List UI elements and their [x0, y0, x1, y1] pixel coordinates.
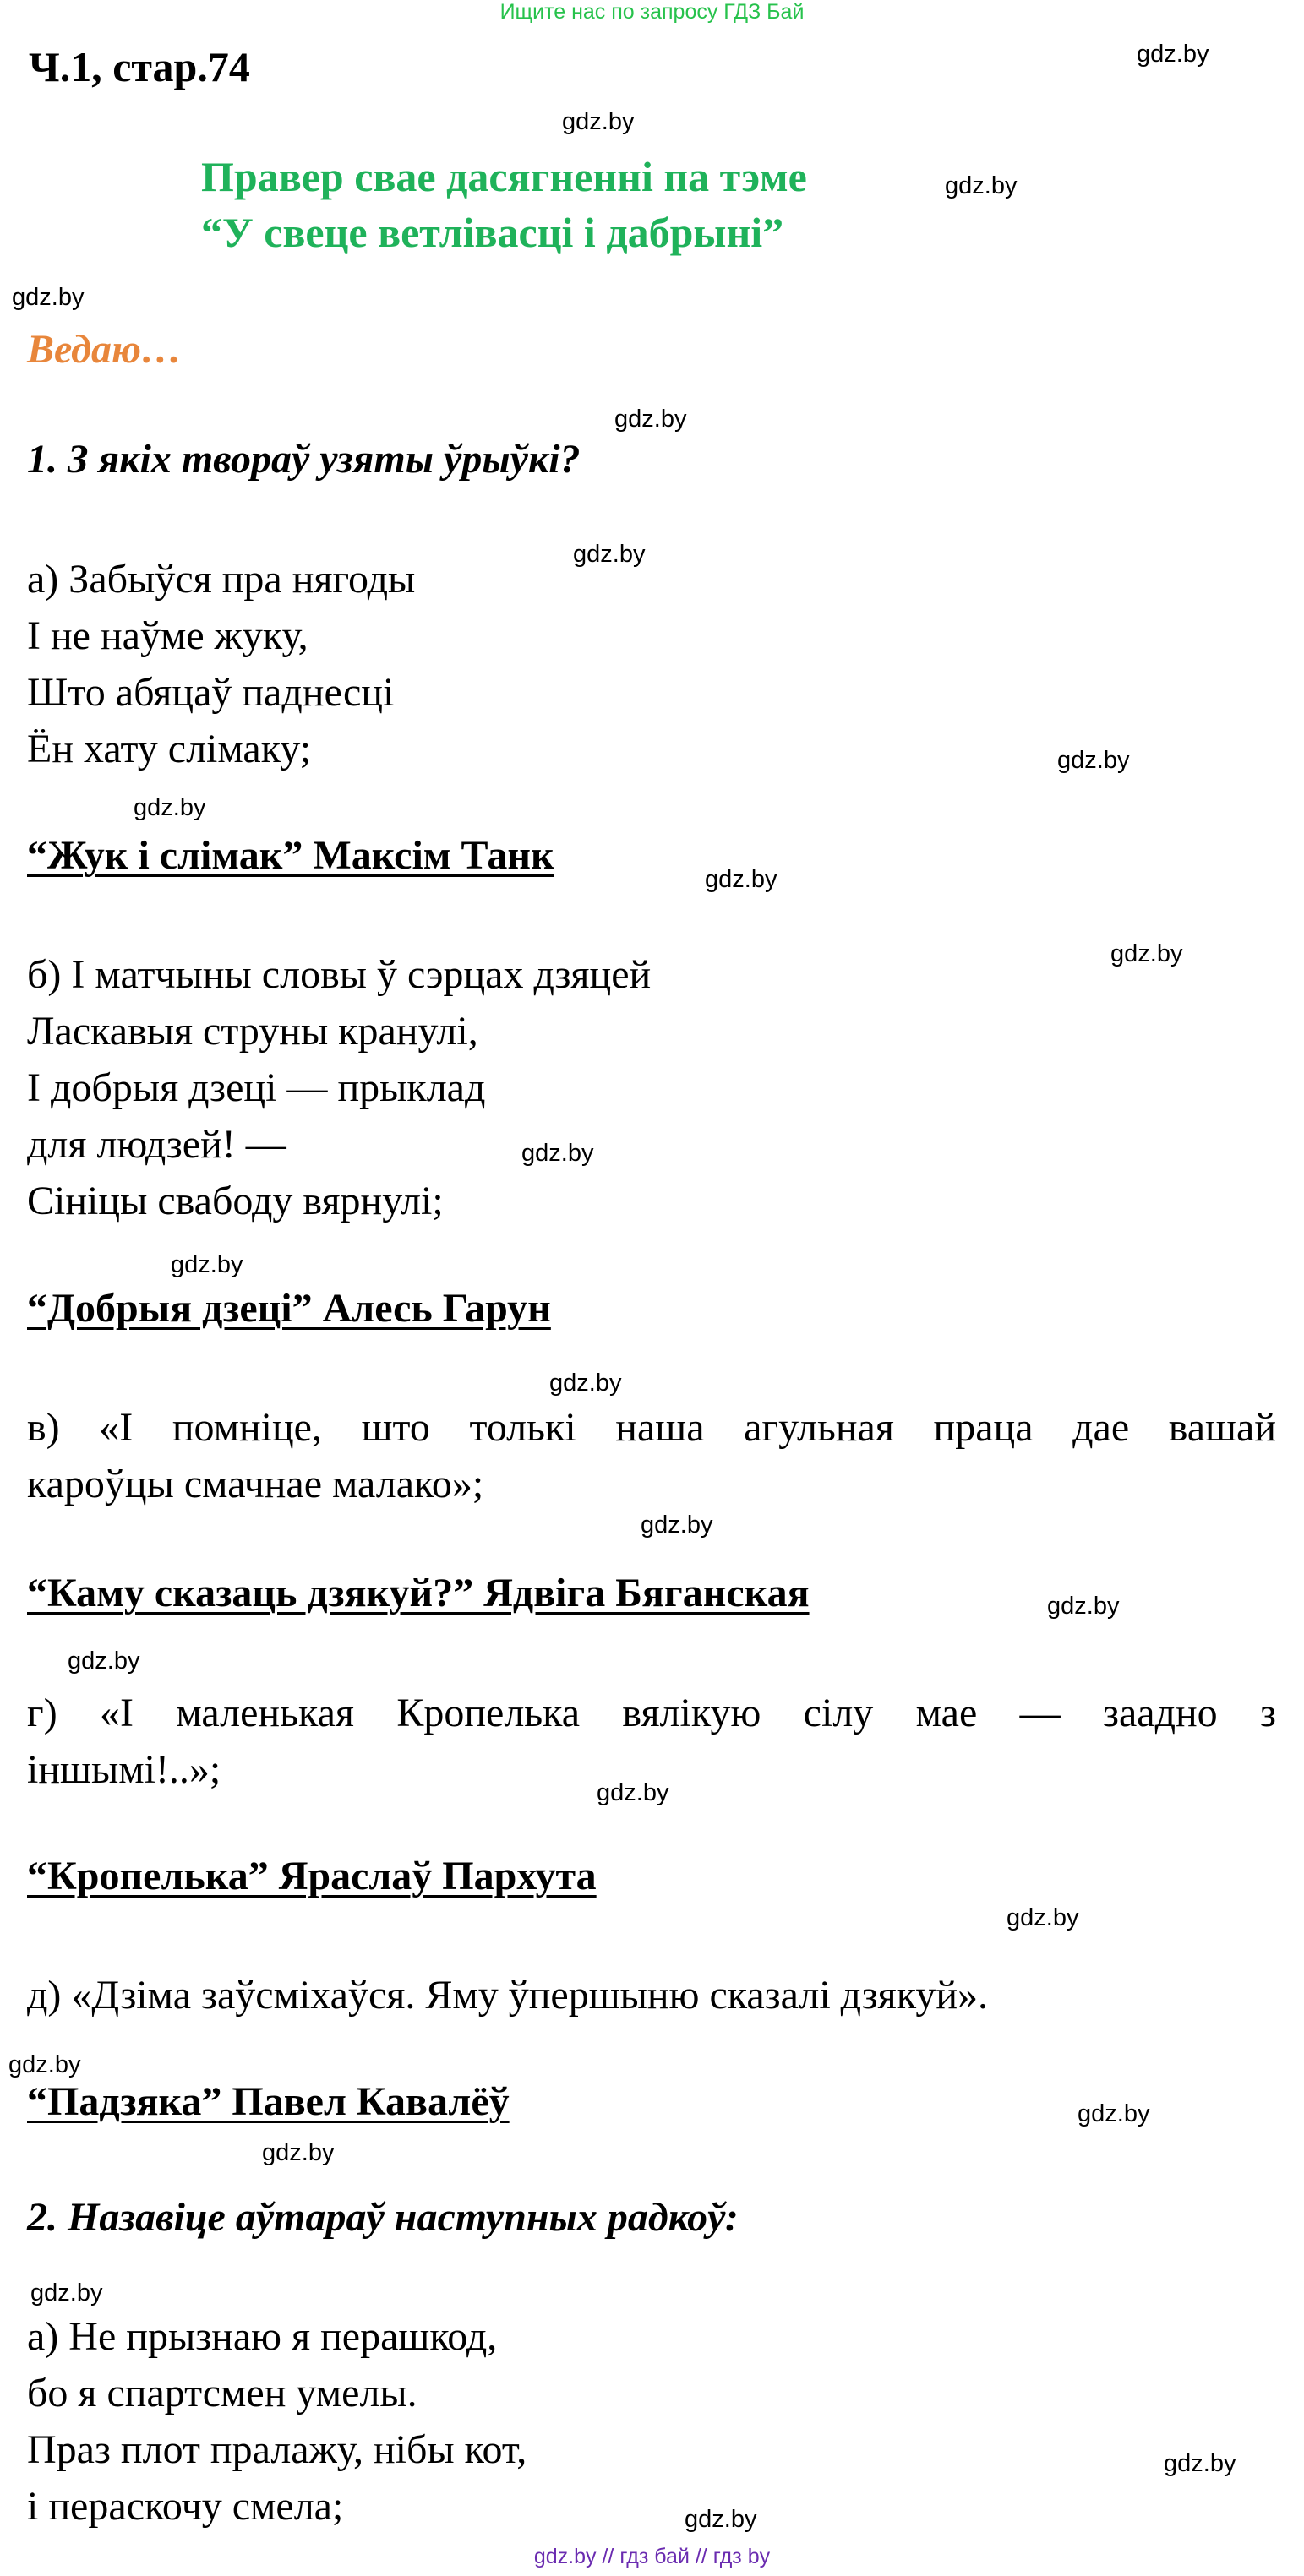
q1-a-line-1: а) Забыўся пра нягоды: [27, 557, 416, 602]
section-heading: Ведаю…: [27, 327, 182, 372]
page-title-line-2: “У свеце ветлівасці і дабрыні”: [201, 209, 784, 256]
page-title-line-1: Правер свае дасягненні па тэме: [201, 153, 807, 200]
watermark: gdz.by: [573, 541, 646, 568]
q1-g-answer: “Кропелька” Яраслаў Пархута: [27, 1854, 597, 1898]
watermark: gdz.by: [1057, 747, 1130, 774]
q1-v-line-1: в) «І помніце, што толькі наша агульная праца дае вашай: [27, 1405, 1276, 1450]
q1-b-line-5: Сініцы свабоду вярнулі;: [27, 1179, 444, 1223]
q2-a-line-4: і пераскочу смела;: [27, 2484, 344, 2529]
watermark: gdz.by: [597, 1779, 669, 1806]
q1-g-line-1: г) «І маленькая Кропелька вялікую сілу мае — заадно з: [27, 1691, 1276, 1735]
watermark: gdz.by: [171, 1251, 243, 1278]
watermark: gdz.by: [134, 794, 206, 821]
q1-b-answer: “Добрыя дзеці” Алесь Гарун: [27, 1286, 551, 1331]
watermark: gdz.by: [1164, 2450, 1236, 2477]
q2-a-line-3: Праз плот пралажу, нібы кот,: [27, 2427, 527, 2472]
watermark: gdz.by: [1078, 2100, 1150, 2127]
q1-a-line-4: Ён хату слімаку;: [27, 727, 312, 771]
watermark: gdz.by: [945, 172, 1018, 199]
q1-v-answer: “Каму сказаць дзякуй?” Ядвіга Бяганская: [27, 1571, 810, 1615]
watermark: gdz.by: [12, 284, 85, 311]
q1-a-line-2: І не наўме жуку,: [27, 613, 308, 658]
watermark: gdz.by: [614, 406, 687, 433]
q1-b-line-2: Ласкавыя струны кранулі,: [27, 1009, 478, 1054]
q1-b-line-1: б) І матчыны словы ў сэрцах дзяцей: [27, 952, 652, 997]
q1-g-line-2: іншымі!..»;: [27, 1747, 221, 1792]
q2-a-line-2: бо я спартсмен умелы.: [27, 2371, 417, 2415]
watermark: gdz.by: [30, 2279, 103, 2306]
watermark: gdz.by: [262, 2139, 335, 2166]
top-search-note: Ищите нас по запросу ГДЗ Бай: [499, 0, 805, 24]
watermark: gdz.by: [549, 1370, 622, 1397]
q1-d-line: д) «Дзіма заўсміхаўся. Яму ўпершыню сказалі дзякуй».: [27, 1973, 989, 2018]
question-2: 2. Назавіце аўтараў наступных радкоў:: [27, 2195, 739, 2240]
watermark: gdz.by: [641, 1511, 713, 1539]
q2-a-line-1: а) Не прызнаю я перашкод,: [27, 2314, 498, 2359]
watermark: gdz.by: [1110, 940, 1183, 967]
watermark: gdz.by: [1137, 41, 1209, 68]
watermark: gdz.by: [68, 1647, 140, 1675]
q1-b-line-4: для людзей! —: [27, 1122, 286, 1167]
watermark: gdz.by: [562, 108, 635, 135]
page-label: Ч.1, стар.74: [29, 43, 250, 90]
watermark: gdz.by: [705, 866, 777, 893]
q1-a-answer: “Жук і слімак” Максім Танк: [27, 833, 554, 878]
q1-b-line-3: І добрыя дзеці — прыклад: [27, 1065, 486, 1110]
watermark: gdz.by: [8, 2051, 81, 2078]
q1-d-answer: “Падзяка” Павел Кавалёў: [27, 2079, 510, 2124]
watermark: gdz.by: [1007, 1904, 1079, 1931]
watermark: gdz.by: [521, 1140, 594, 1167]
question-1: 1. З якіх твораў узяты ўрыўкі?: [27, 437, 581, 482]
watermark: gdz.by: [1047, 1593, 1120, 1620]
watermark: gdz.by: [685, 2506, 757, 2533]
q1-v-line-2: кароўцы смачнае малако»;: [27, 1462, 484, 1506]
footer-watermark: gdz.by // гдз бай // гдз by: [533, 2545, 771, 2568]
q1-a-line-3: Што абяцаў паднесці: [27, 670, 395, 715]
